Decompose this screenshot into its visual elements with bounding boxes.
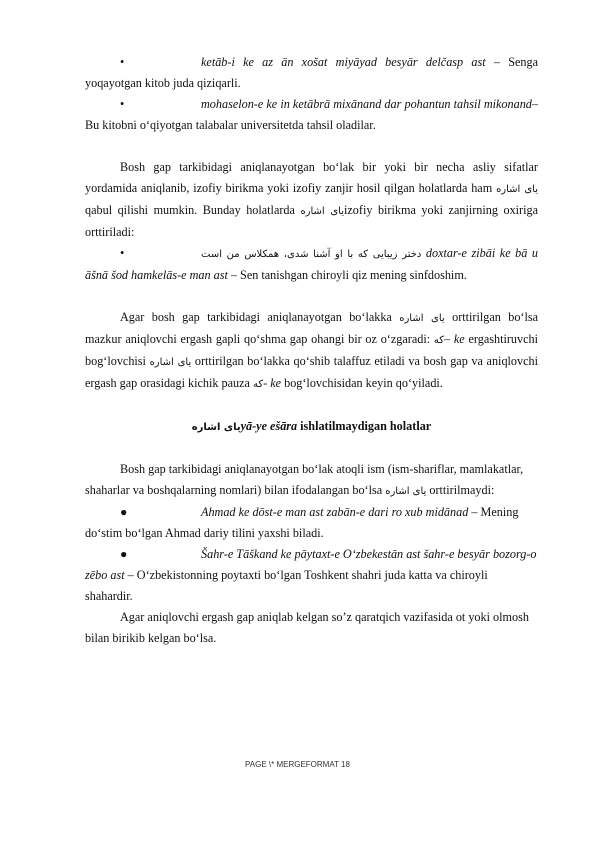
section-heading [85,416,538,438]
arabic-term: یای اشاره [300,206,345,217]
translation: – O‘zbekistonning poytaxti bo‘lgan Toshkent shahri juda katta va chiroyli shahardir. [85,568,488,603]
transliteration: mohaselon-e ke in ketābrā mixānand dar pohantun tahsil mikonand [201,97,532,111]
body-paragraph-izofiy: Bosh gap tarkibidagi aniqlanayotgan bo‘lak bir yoki bir necha asliy sifatlar yordamida aniqlanib, izofiy birikma yoki izofiy zanjir hosil qilgan holatlarda ham یای اشاره qabul qilishi mumkin. Bunday holatlarda یای اشارهizofiy birikma yoki zanjirning oxiriga orttiriladi: [85,160,538,239]
arabic-term: یای اشاره [385,486,427,497]
arabic-example: دختر زیبایی که با او آشنا شدی، همکلاس من است [201,249,422,260]
example-paragraph-2 [85,94,538,136]
translation: – Bu kitobni o‘qiyotgan talabalar universitetda tahsil oladilar. [85,97,538,132]
translation: – Sen tanishgan chiroyli qiz mening sinfdoshim. [227,268,467,282]
body-paragraph-atoqli: Bosh gap tarkibidagi aniqlanayotgan bo‘lak atoqli ism (ism-shariflar, mamlakatlar, shaharlar va boshqalarning nomlari) bilan ifodalangan bo‘lsa یای اشاره orttirilmaydi: [85,462,524,497]
heading-transliteration: yā-ye ešāra [240,419,298,433]
arabic-term: که [252,379,264,390]
bullet-marker: • [120,246,125,260]
document-page [85,52,538,649]
example-paragraph-4 [85,502,538,544]
example-paragraph-5 [85,544,538,607]
arabic-term: که [433,335,445,346]
bullet-marker: • [120,97,125,111]
transliteration: ketāb-i ke az ān xošat miyāyad besyār delčasp ast [201,55,486,69]
example-paragraph-1 [85,52,538,94]
transliteration: Ahmad ke dōst-e man ast zabān-e dari ro xub midānad [201,505,469,519]
bullet-marker: • [120,55,125,69]
arabic-term: یای اشاره [191,422,241,433]
arabic-term: یای اشاره [399,313,445,324]
body-paragraph-qaratqich: Agar aniqlovchi ergash gap aniqlab kelgan so’z qaratqich vazifasida ot yoki olmosh bilan birikib kelgan bo‘lsa. [85,610,529,645]
body-paragraph-ohang: Agar bosh gap tarkibidagi aniqlanayotgan bo‘lakka یای اشاره orttirilgan bo‘lsa mazkur aniqlovchi ergash gapli qo‘shma gap ohangi bir oz o‘zgaradi: که– ke ergashtiruvchi bog‘lovchisi یای اشاره orttirilgan bo‘lakka qo‘shib talaffuz etiladi va bosh gap va aniqlovchi ergash gap orasidagi kichik pauza که- ke bog‘lovchisidan keyin qo‘yiladi. [85,310,539,390]
arabic-term: یای اشاره [496,184,538,195]
heading-text: ishlatilmaydigan holatlar [297,419,432,433]
arabic-term: یای اشاره [149,357,192,368]
transliteration: Šahr-e Tāškand ke pāytaxt-e O‘zbekestān ast šahr-e besyār bozorg-o zēbo ast [85,547,537,582]
example-paragraph-3 [85,243,538,286]
translation: – Senga yoqayotgan kitob juda qiziqarli. [85,55,538,90]
translation: – Mening do‘stim bo‘lgan Ahmad dariy tilini yaxshi biladi. [85,505,519,540]
page-footer-field: PAGE \* MERGEFORMAT 18 [245,760,350,769]
bullet-marker: ● [120,547,128,561]
transliteration: doxtar-e zibāi ke bā u āšnā šod hamkelās-e man ast [85,246,539,282]
bullet-marker: ● [120,505,128,519]
